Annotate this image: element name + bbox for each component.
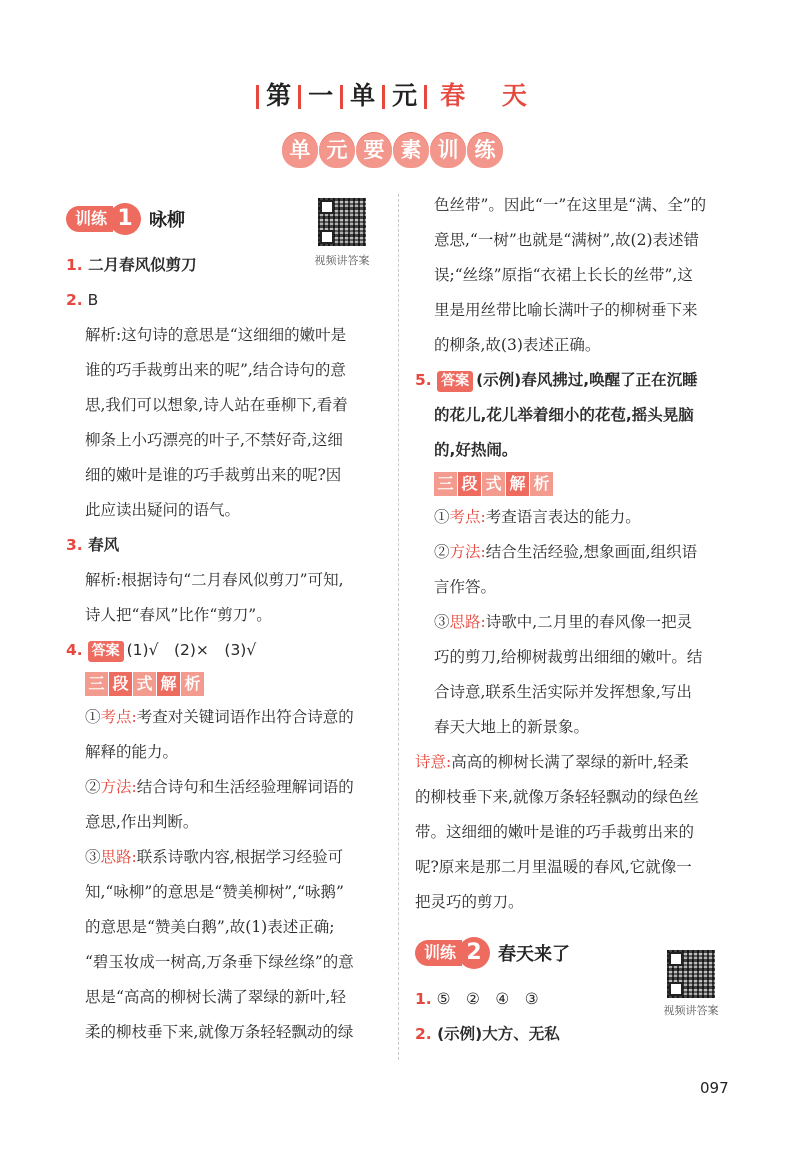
analysis-line [434, 500, 733, 535]
analysis-line: 意思,“一树”也就是“满树”,故(2)表述错 [434, 231, 700, 249]
banner-char: 要 [356, 132, 392, 168]
marker: ② [85, 778, 101, 796]
training-header [66, 200, 384, 238]
analysis-char: 解 [506, 472, 529, 496]
qr-caption: 视频讲答案 [314, 254, 370, 267]
analysis-key: 方法: [100, 778, 137, 796]
title-bar-decor [256, 85, 259, 109]
explanation-line: 柳条上小巧漂亮的叶子,不禁好奇,这细 [85, 431, 343, 449]
answer-line: 的花儿,花儿举着细小的花苞,摇头晃脑 [434, 406, 694, 424]
analysis-line: 意思,作出判断。 [85, 813, 199, 831]
analysis-line: 春天大地上的新景象。 [434, 718, 590, 736]
analysis-char: 解 [157, 672, 180, 696]
answer-text: ⑤ ② ④ ③ [436, 990, 539, 1008]
analysis-char: 三 [85, 672, 108, 696]
answer-badge: 答案 [88, 641, 124, 662]
marker: ③ [434, 613, 450, 631]
analysis-text: 考查语言表达的能力。 [485, 508, 641, 526]
analysis-label [85, 672, 205, 696]
analysis-line: 柔的柳枝垂下来,就像万条轻轻飘动的绿 [85, 1023, 354, 1041]
poem-text: 高高的柳树长满了翠绿的新叶,轻柔 [451, 753, 689, 771]
poem-line: 带。这细细的嫩叶是谁的巧手裁剪出来的 [415, 823, 695, 841]
title-bar-decor [298, 85, 301, 109]
left-column [66, 200, 384, 1050]
unit-char: 元 [392, 81, 418, 110]
marker: ③ [85, 848, 101, 866]
unit-title [0, 76, 790, 112]
analysis-line: 误;“丝绦”原指“衣裙上长长的丝带”,这 [434, 266, 693, 284]
answer-line: 的,好热闹。 [434, 441, 518, 459]
column-divider [398, 194, 399, 1060]
unit-char: 单 [350, 81, 376, 110]
item-number: 1. [66, 256, 83, 274]
banner-char: 素 [393, 132, 429, 168]
training-number: 2 [458, 937, 490, 969]
right-column [415, 188, 733, 1052]
item-number: 1. [415, 990, 432, 1008]
item-number: 5. [415, 371, 432, 389]
qr-caption: 视频讲答案 [663, 1004, 719, 1017]
poem-line [415, 745, 733, 780]
training-title: 咏柳 [149, 210, 186, 231]
poem-meaning [415, 745, 733, 920]
training-header [415, 934, 733, 972]
banner-char: 训 [430, 132, 466, 168]
banner-char: 元 [319, 132, 355, 168]
explanation-line: 思,我们可以想象,诗人站在垂柳下,看着 [85, 396, 348, 414]
marker: ① [85, 708, 101, 726]
unit-char: 第 [266, 81, 292, 110]
banner-char: 单 [282, 132, 318, 168]
analysis-char: 析 [530, 472, 553, 496]
analysis-key: 考点: [449, 508, 486, 526]
analysis-key: 方法: [449, 543, 486, 561]
answer-text: (示例)大方、无私 [437, 1025, 560, 1043]
answer-item [415, 1017, 733, 1052]
analysis-block [66, 700, 384, 1050]
analysis-line: 的柳条,故(3)表述正确。 [434, 336, 601, 354]
item-number: 3. [66, 536, 83, 554]
analysis-line: 解释的能力。 [85, 743, 179, 761]
poem-key: 诗意: [415, 753, 452, 771]
answer-item [66, 248, 384, 283]
analysis-line: 色丝带”。因此“一”在这里是“满、全”的 [434, 196, 707, 214]
analysis-line: 思是“高高的柳树长满了翠绿的新叶,轻 [85, 988, 346, 1006]
marker: ② [434, 543, 450, 561]
poem-line: 把灵巧的剪刀。 [415, 893, 524, 911]
title-bar-decor [424, 85, 427, 109]
explanation [66, 318, 384, 528]
unit-char: 一 [308, 81, 334, 110]
analysis-text: 诗歌中,二月里的春风像一把灵 [485, 613, 693, 631]
analysis-text: 联系诗歌内容,根据学习经验可 [136, 848, 344, 866]
answer-badge: 答案 [437, 371, 473, 392]
explanation-line: 诗人把“春风”比作“剪刀”。 [85, 606, 272, 624]
analysis-char: 段 [109, 672, 132, 696]
analysis-key: 考点: [100, 708, 137, 726]
title-bar-decor [340, 85, 343, 109]
item-number: 4. [66, 641, 83, 659]
section-banner [282, 132, 504, 168]
analysis-line: “碧玉妆成一树高,万条垂下绿丝绦”的意 [85, 953, 354, 971]
poem-line: 呢?原来是那二月里温暖的春风,它就像一 [415, 858, 692, 876]
analysis-line: 知,“咏柳”的意思是“赞美柳树”,“咏鹅” [85, 883, 344, 901]
answer-item [66, 633, 384, 668]
analysis-line: 合诗意,联系生活实际并发挥想象,写出 [434, 683, 692, 701]
analysis-line [85, 700, 384, 735]
analysis-char: 三 [434, 472, 457, 496]
analysis-key: 思路: [100, 848, 137, 866]
answer-text: 春风 [88, 536, 120, 554]
answer-text: B [87, 291, 99, 309]
item-number: 2. [415, 1025, 432, 1043]
analysis-text: 结合诗句和生活经验理解词语的 [136, 778, 354, 796]
training-title: 春天来了 [498, 944, 571, 965]
item-number: 2. [66, 291, 83, 309]
answer-item [66, 528, 384, 563]
poem-line: 的柳枝垂下来,就像万条轻轻飘动的绿色丝 [415, 788, 699, 806]
title-bar-decor [382, 85, 385, 109]
answer-item [415, 363, 733, 398]
explanation [66, 563, 384, 633]
explanation-line: 解析:根据诗句“二月春风似剪刀”可知, [85, 571, 344, 589]
answer-continued [415, 398, 733, 468]
analysis-char: 析 [181, 672, 204, 696]
answer-item [415, 982, 733, 1017]
analysis-line [85, 840, 384, 875]
analysis-line: 言作答。 [434, 578, 497, 596]
analysis-line [434, 535, 733, 570]
analysis-text: 考查对关键词语作出符合诗意的 [136, 708, 354, 726]
answer-text: 二月春风似剪刀 [88, 256, 197, 274]
analysis-line [85, 770, 384, 805]
training-number: 1 [109, 203, 141, 235]
analysis-key: 思路: [449, 613, 486, 631]
analysis-line: 里是用丝带比喻长满叶子的柳树垂下来 [434, 301, 698, 319]
answer-text: (示例)春风拂过,唤醒了正在沉睡 [476, 371, 698, 389]
analysis-line: 的意思是“赞美白鹅”,故(1)表述正确; [85, 918, 335, 936]
analysis-char: 式 [482, 472, 505, 496]
marker: ① [434, 508, 450, 526]
analysis-text: 结合生活经验,想象画面,组织语 [485, 543, 698, 561]
analysis-block [415, 500, 733, 745]
analysis-char: 式 [133, 672, 156, 696]
training-label: 训练 [66, 206, 113, 232]
explanation-line: 解析:这句诗的意思是“这细细的嫩叶是 [85, 326, 347, 344]
banner-char: 练 [467, 132, 503, 168]
analysis-line [434, 605, 733, 640]
explanation-line: 谁的巧手裁剪出来的呢”,结合诗句的意 [85, 361, 346, 379]
analysis-line: 巧的剪刀,给柳树裁剪出细细的嫩叶。结 [434, 648, 703, 666]
training-label: 训练 [415, 940, 462, 966]
unit-theme: 春 天 [440, 81, 541, 110]
explanation-line: 此应读出疑问的语气。 [85, 501, 241, 519]
continued-analysis [415, 188, 733, 363]
analysis-label [434, 472, 554, 496]
page-number: 097 [700, 1079, 729, 1097]
analysis-char: 段 [458, 472, 481, 496]
answer-text: (1)√ (2)× (3)√ [126, 641, 257, 659]
answer-item [66, 283, 384, 318]
explanation-line: 细的嫩叶是谁的巧手裁剪出来的呢?因 [85, 466, 342, 484]
